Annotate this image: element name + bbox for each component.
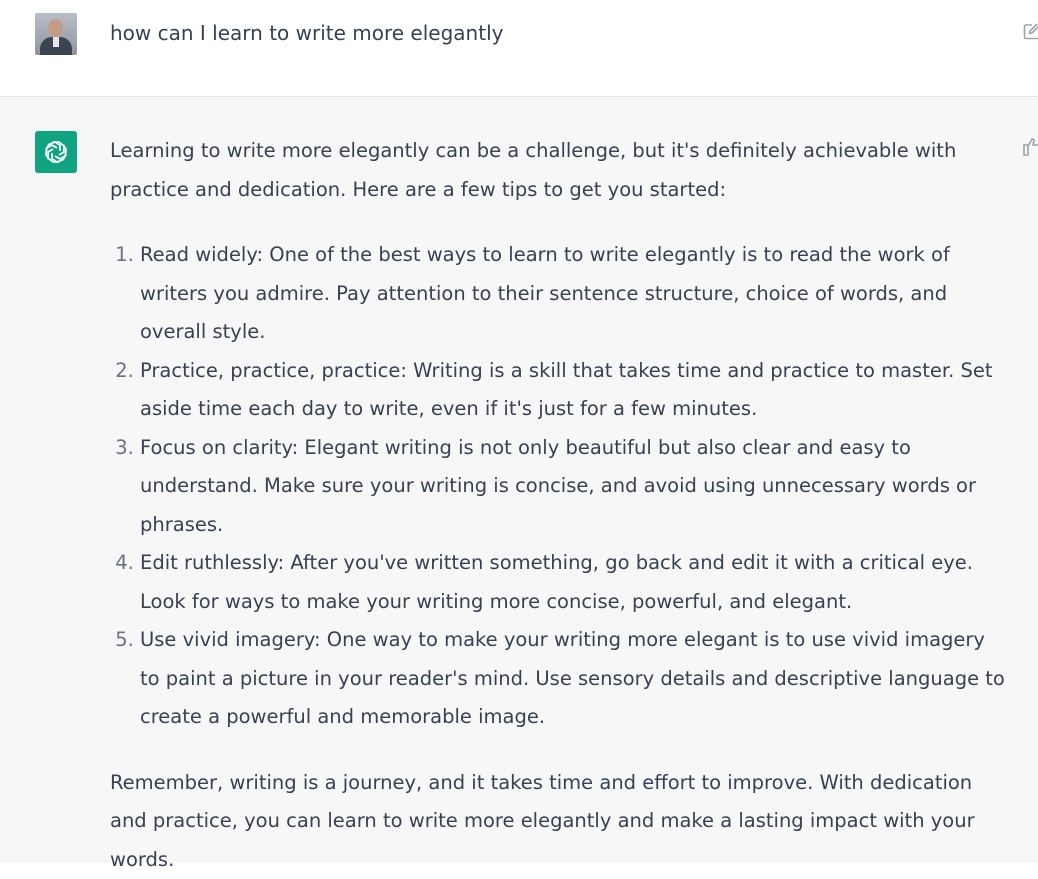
list-item: 1. Read widely: One of the best ways to learn to write elegantly is to read the work of writers you admire. Pay attention to their sentence structure, choice of words, and overall style. [140, 236, 1010, 352]
assistant-message-text [110, 132, 1010, 879]
list-item: 5. Use vivid imagery: One way to make your writing more elegant is to use vivid imagery to paint a picture in your reader's mind. Use sensory details and descriptive language to create a powerful and memorable image. [140, 621, 1010, 737]
list-item: 2. Practice, practice, practice: Writing is a skill that takes time and practice to master. Set aside time each day to write, even if it's just for a few minutes. [140, 352, 1010, 429]
tips-list [110, 236, 1010, 737]
answer-conclusion: Remember, writing is a journey, and it takes time and effort to improve. With dedication and practice, you can learn to write more elegantly and make a lasting impact with your words. [110, 764, 1010, 879]
assistant-message-row [0, 97, 1038, 863]
answer-intro: Learning to write more elegantly can be a challenge, but it's definitely achievable with practice and dedication. Here are a few tips to get you started: [110, 132, 1010, 209]
user-message-text: how can I learn to write more elegantly [110, 19, 503, 47]
list-item: 4. Edit ruthlessly: After you've written something, go back and edit it with a critical eye. Look for ways to make your writing more concise, powerful, and elegant. [140, 544, 1010, 621]
user-avatar [35, 13, 77, 55]
edit-icon[interactable] [1023, 22, 1038, 40]
openai-logo-icon [35, 131, 77, 173]
thumbs-up-icon[interactable] [1023, 137, 1038, 157]
user-message-row [0, 0, 1038, 97]
list-item: 3. Focus on clarity: Elegant writing is not only beautiful but also clear and easy to understand. Make sure your writing is concise, and avoid using unnecessary words or phrases. [140, 429, 1010, 545]
